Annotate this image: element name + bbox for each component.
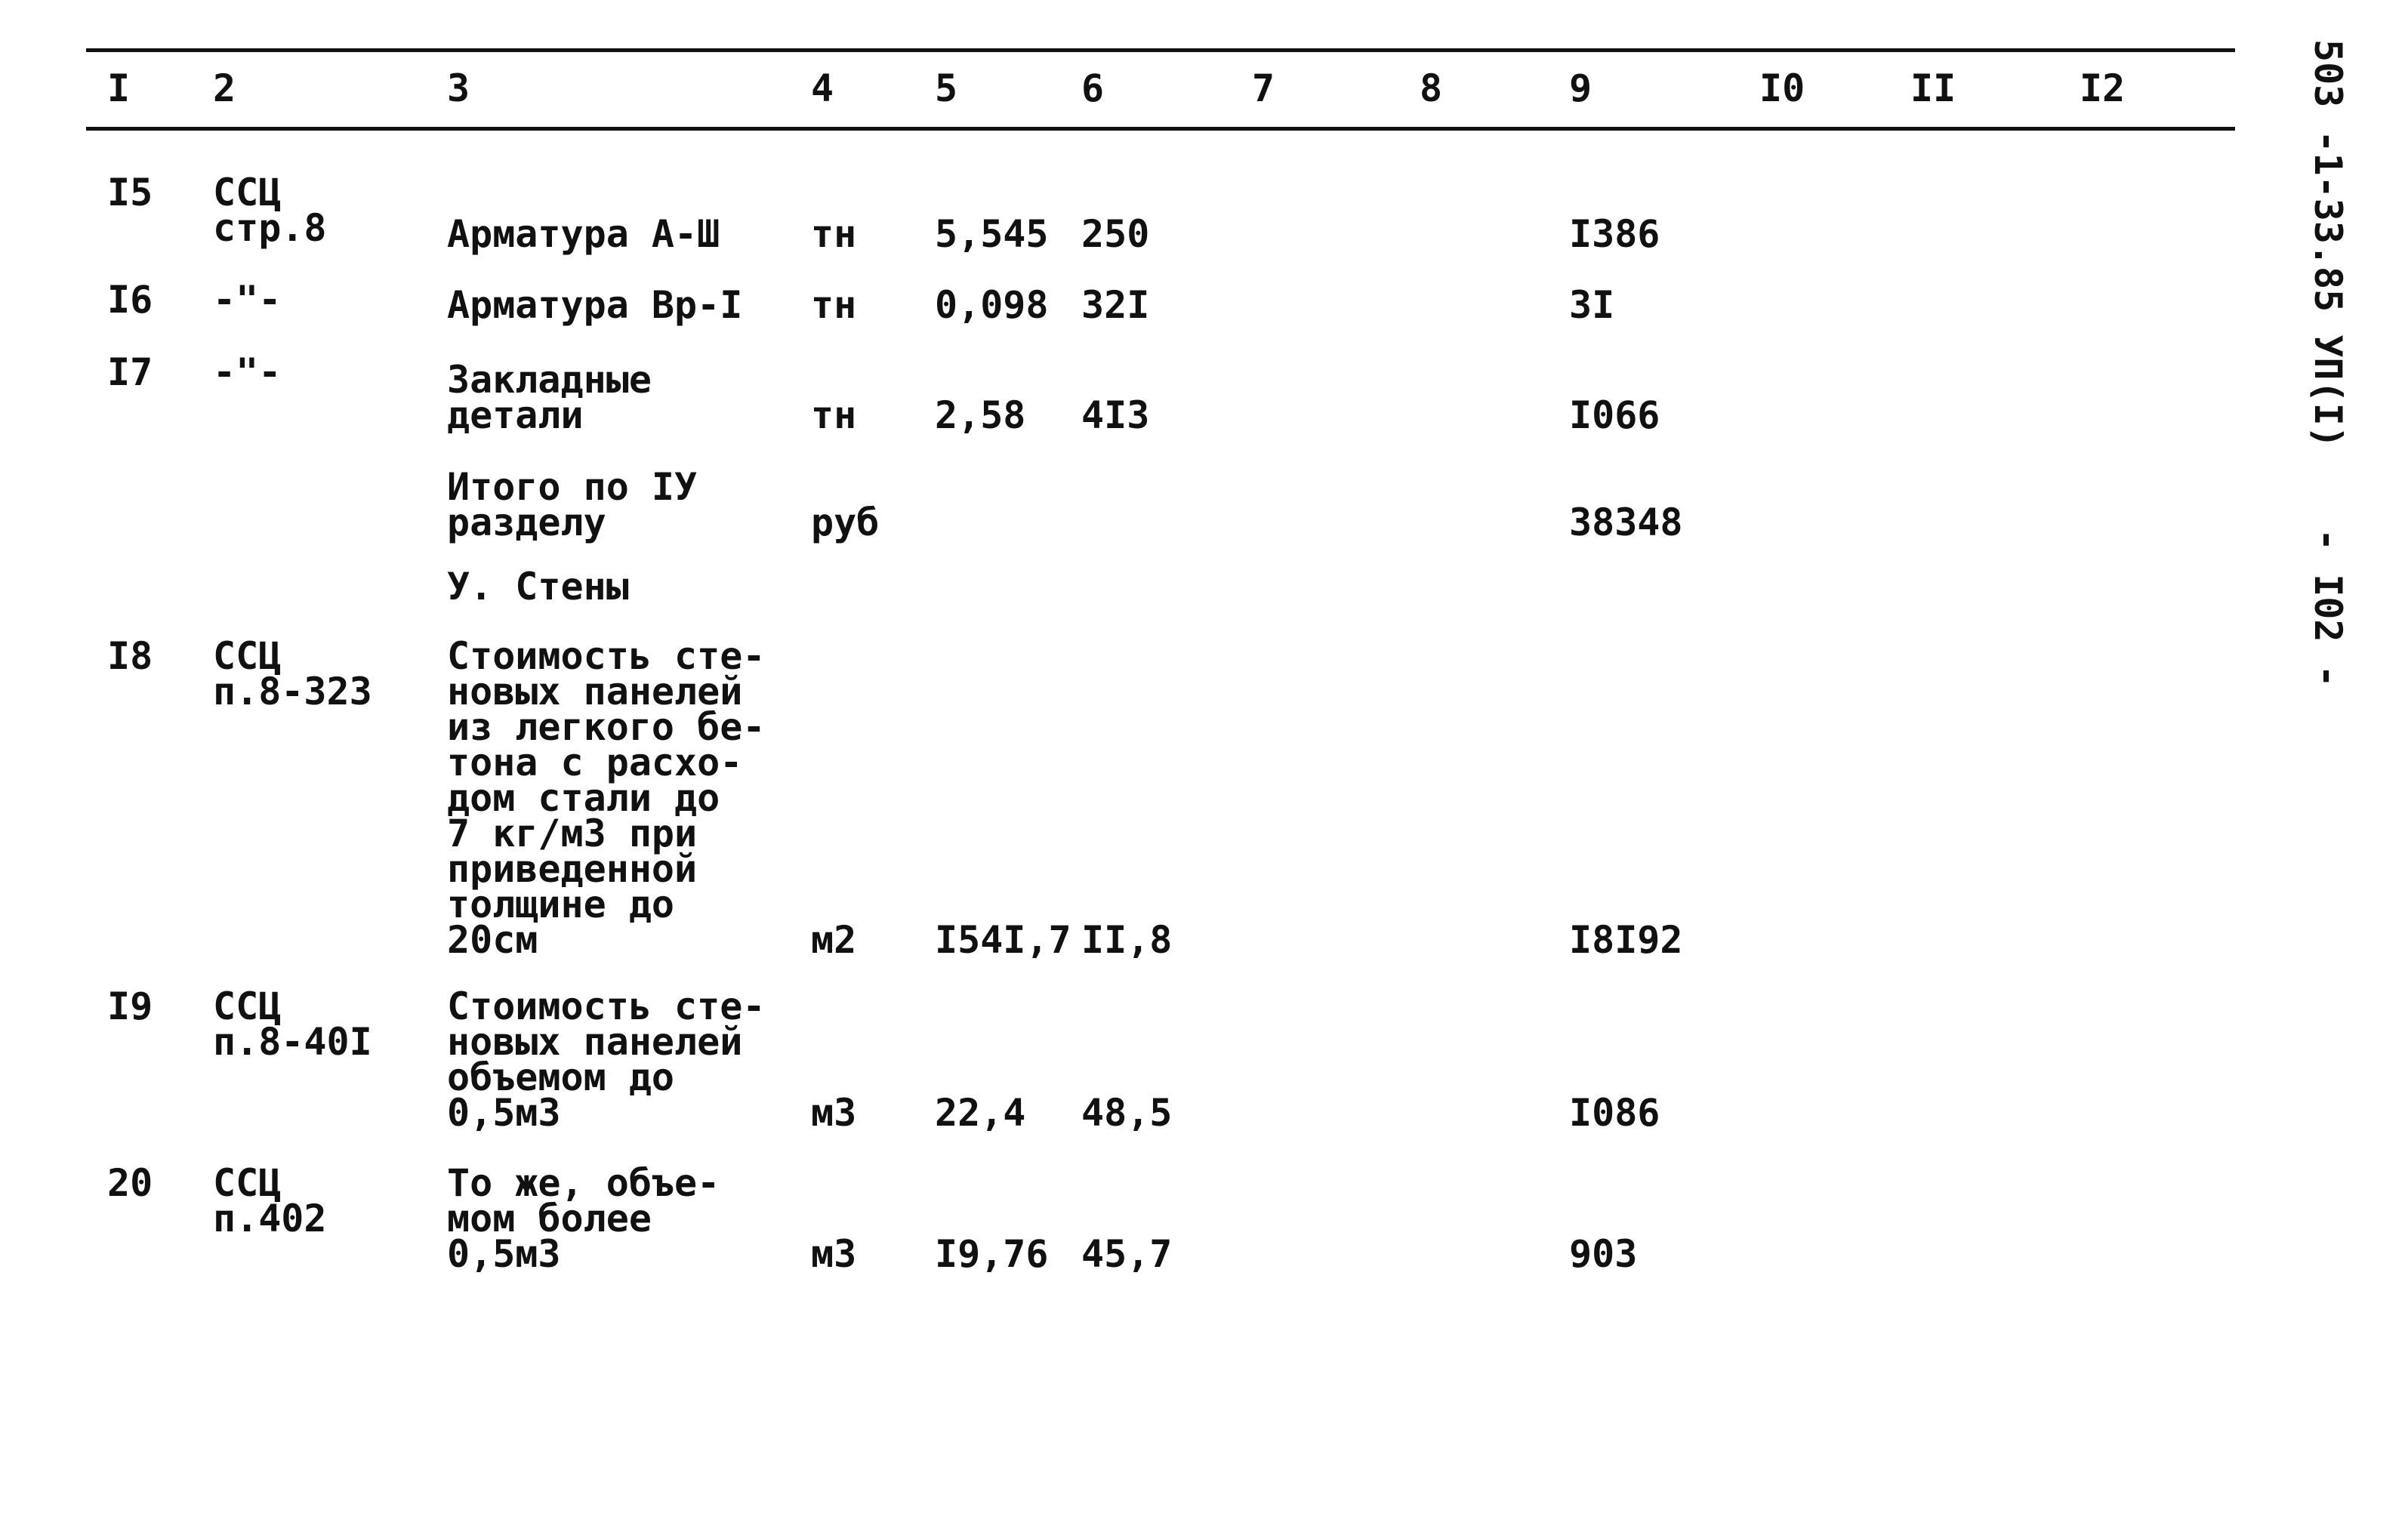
row-quantity: I9,76 [935, 1232, 1049, 1276]
row-unit-price: 4I3 [1081, 393, 1150, 437]
col-header-4: 4 [811, 66, 834, 110]
table-row [0, 634, 2265, 962]
table-row [0, 350, 2265, 437]
header-bottom-rule [86, 127, 2235, 131]
section-heading: У. Стены [447, 565, 629, 609]
row-total: 903 [1569, 1232, 1638, 1276]
row-number: I6 [107, 278, 153, 322]
row-number: I7 [107, 350, 153, 394]
row-reference: ССЦ п.402 [213, 1161, 327, 1240]
col-header-2: 2 [213, 66, 236, 110]
row-quantity: 0,098 [935, 283, 1049, 327]
subtotal-row [0, 462, 2265, 544]
row-number: I9 [107, 984, 153, 1028]
table-row [0, 171, 2265, 256]
row-quantity: 22,4 [935, 1091, 1026, 1135]
row-description: Арматура Вр-I [447, 283, 743, 327]
row-reference: ССЦ п.8-40I [213, 984, 372, 1064]
row-unit: тн [811, 283, 857, 327]
section-heading-row [0, 565, 2265, 610]
row-description: Закладные детали [447, 358, 652, 437]
row-total: I386 [1569, 212, 1660, 256]
table-row [0, 1161, 2265, 1276]
table-row [0, 278, 2265, 327]
col-header-1: I [107, 66, 131, 110]
row-total: I086 [1569, 1091, 1660, 1135]
row-quantity: 5,545 [935, 212, 1049, 256]
col-header-7: 7 [1252, 66, 1275, 110]
row-quantity: I54I,7 [935, 918, 1071, 962]
row-unit: тн [811, 393, 857, 437]
row-unit-price: 48,5 [1081, 1091, 1173, 1135]
row-description: То же, объе- мом более 0,5м3 [447, 1161, 720, 1276]
col-header-8: 8 [1420, 66, 1443, 110]
row-description: Стоимость сте- новых панелей объемом до 0,5м3 [447, 984, 766, 1135]
row-reference: -"- [213, 350, 282, 394]
col-header-6: 6 [1081, 66, 1105, 110]
col-header-5: 5 [935, 66, 958, 110]
subtotal-label: Итого по IУ разделу [447, 465, 698, 544]
col-header-12: I2 [2080, 66, 2126, 110]
row-quantity: 2,58 [935, 393, 1026, 437]
row-unit: м3 [811, 1232, 857, 1276]
row-unit-price: 32I [1081, 283, 1150, 327]
table-row [0, 984, 2265, 1135]
row-reference: -"- [213, 278, 282, 322]
col-header-3: 3 [447, 66, 470, 110]
subtotal-unit: руб [811, 501, 880, 544]
row-total: I8I92 [1569, 918, 1683, 962]
header-top-rule [86, 48, 2235, 52]
document-code: 503 -1-33.85 УП(I) [2306, 39, 2350, 448]
row-number: I5 [107, 171, 153, 214]
row-number: 20 [107, 1161, 153, 1205]
row-unit: тн [811, 212, 857, 256]
page-number: - I02 - [2306, 528, 2350, 688]
row-unit: м2 [811, 918, 857, 962]
col-header-9: 9 [1569, 66, 1592, 110]
row-description: Стоимость сте- новых панелей из легкого бе- тона с расхо- дом стали до 7 кг/м3 при приведенной толщине до 20см [447, 634, 766, 962]
row-unit-price: 45,7 [1081, 1232, 1173, 1276]
col-header-10: I0 [1759, 66, 1805, 110]
row-description: Арматура А-Ш [447, 212, 720, 256]
row-reference: ССЦ стр.8 [213, 171, 327, 250]
row-number: I8 [107, 634, 153, 678]
row-unit-price: 250 [1081, 212, 1150, 256]
row-total: I066 [1569, 393, 1660, 437]
row-unit-price: II,8 [1081, 918, 1173, 962]
subtotal-total: 38348 [1569, 501, 1683, 544]
row-reference: ССЦ п.8-323 [213, 634, 372, 713]
row-unit: м3 [811, 1091, 857, 1135]
row-total: 3I [1569, 283, 1615, 327]
col-header-11: II [1910, 66, 1956, 110]
